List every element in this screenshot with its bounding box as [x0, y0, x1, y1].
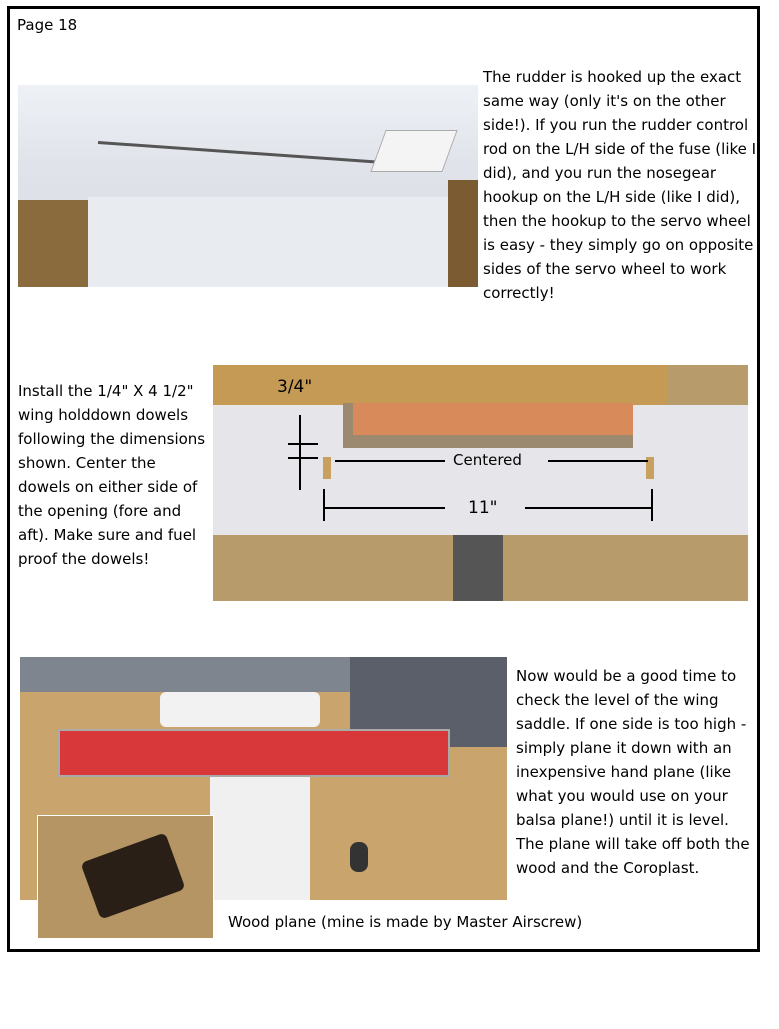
wing-dowels-photo	[213, 365, 748, 601]
wood-plane-caption: Wood plane (mine is made by Master Airscrew)	[228, 913, 583, 931]
rudder-hookup-text: The rudder is hooked up the exact same way (only it's on the other side!). If you run the rudder control rod on the L/H side of the fuse (like I did), and you run the nosegear hookup on the L/H side (like I did), then the hookup to the servo wheel is easy - they simply go on opposite sides of the servo wheel to work correctly!	[483, 68, 757, 302]
centered-label: Centered	[453, 451, 522, 469]
depth-label: 3/4"	[277, 377, 313, 397]
dowel-install-text: Install the 1/4" X 4 1/2" wing holddown dowels following the dimensions shown. Center the dowels on either side of the opening (fore and aft). Make sure and fuel proof the dowels!	[18, 382, 206, 568]
saddle-level-text: Now would be a good time to check the level of the wing saddle. If one side is too high - simply plane it down with an inexpensive hand plane (like what you would use on your balsa plane!) until it is level. The plane will take off both the wood and the Coroplast.	[516, 667, 750, 877]
spacing-label: 11"	[468, 498, 498, 518]
rudder-hookup-photo	[18, 85, 478, 287]
page-number: Page 18	[17, 16, 78, 34]
wood-plane-photo	[37, 815, 214, 939]
